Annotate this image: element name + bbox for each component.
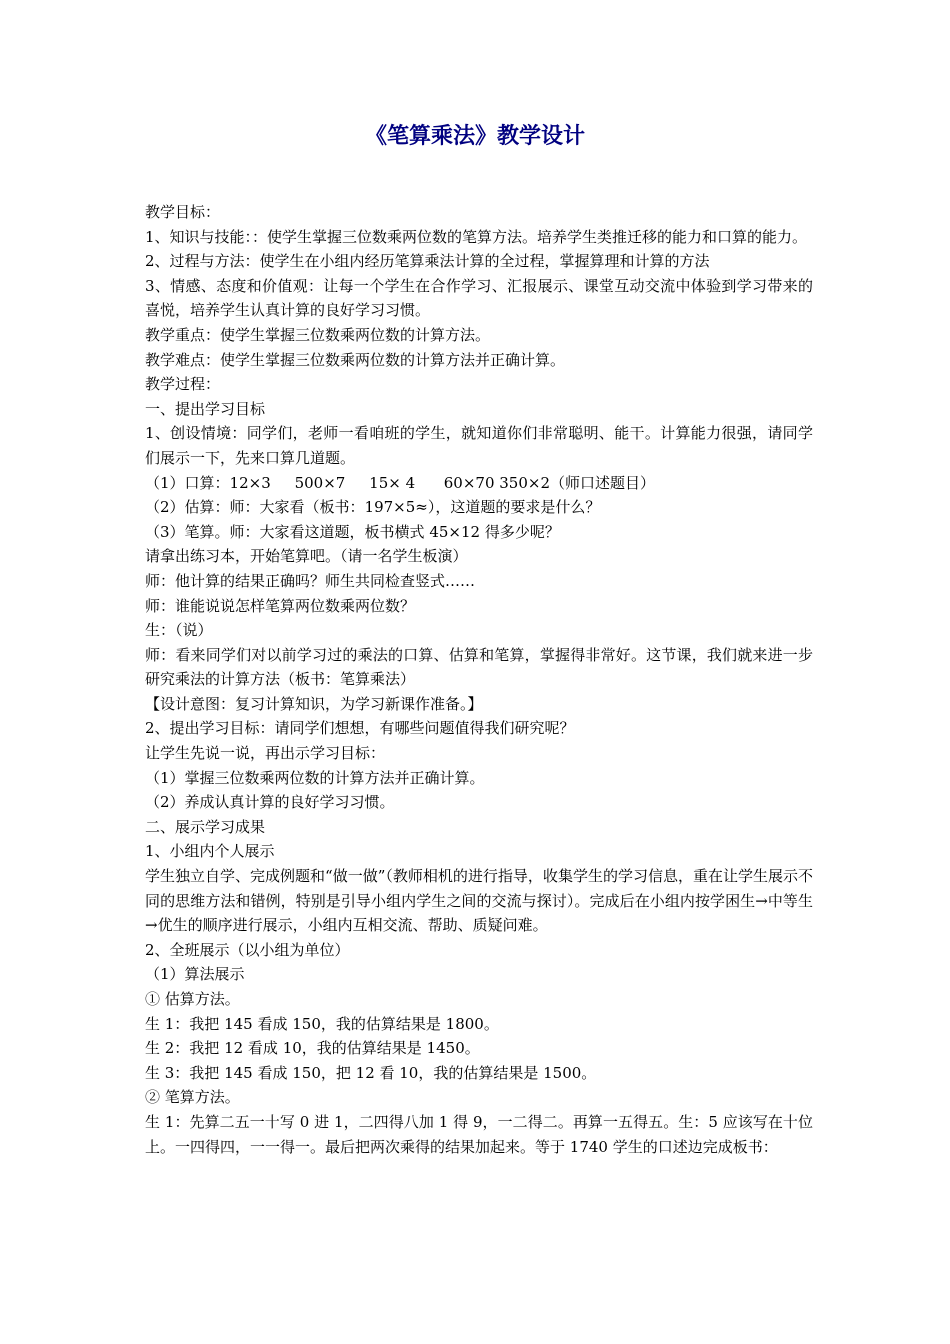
paragraph: 师：他计算的结果正确吗？师生共同检查竖式…… [145, 571, 476, 590]
paragraph: 教学难点：使学生掌握三位数乘两位数的计算方法并正确计算。 [145, 350, 566, 369]
paragraph: 教学目标： [145, 203, 221, 221]
paragraph: 3、情感、态度和价值观：让每一个学生在合作学习、汇报展示、课堂互动交流中体验到学习带来的喜悦，培养学生认真计算的良好学习习惯。 [145, 276, 813, 320]
paragraph: 生 2：我把 12 看成 10，我的估算结果是 1450。 [145, 1039, 480, 1058]
paragraph: 一、提出学习目标 [145, 399, 266, 418]
document-body [145, 200, 813, 1159]
paragraph: 2、过程与方法：使学生在小组内经历笔算乘法计算的全过程，掌握算理和计算的方法 [145, 252, 710, 271]
paragraph: （2）估算：师：大家看（板书：197×5≈），这道题的要求是什么？ [145, 498, 601, 517]
document-title: 《笔算乘法》教学设计 [364, 124, 585, 149]
paragraph: 生：（说） [145, 621, 213, 640]
paragraph: 1、知识与技能：：使学生掌握三位数乘两位数的笔算方法。培养学生类推迁移的能力和口算的能力。 [145, 227, 808, 246]
paragraph: 2、全班展示（以小组为单位） [145, 940, 350, 959]
paragraph: 二、展示学习成果 [145, 817, 266, 836]
paragraph: 师：谁能说说怎样笔算两位数乘两位数？ [145, 596, 416, 615]
paragraph: 生 3：我把 145 看成 150，把 12 看 10，我的估算结果是 1500。 [145, 1063, 597, 1082]
paragraph: 请拿出练习本，开始笔算吧。（请一名学生板演） [145, 547, 468, 566]
paragraph: 学生独立自学、完成例题和“做一做”（教师相机的进行指导，收集学生的学习信息，重在让学生展示不同的思维方法和错例，特别是引导小组内学生之间的交流与探讨）。完成后在小组内按学困生→中等生→优生的顺序进行展示，小组内互相交流、帮助、质疑问难。 [145, 867, 813, 935]
paragraph: 生 1：先算二五一十写 0 进 1，二四得八加 1 得 9，一二得二。再算一五得五。生：5 应该写在十位上。一四得四，一一得一。最后把两次乘得的结果加起来。等于 1740 学生的口述边完成板书： [145, 1112, 813, 1156]
paragraph: 教学重点：使学生掌握三位数乘两位数的计算方法。 [145, 325, 491, 344]
paragraph: 【设计意图：复习计算知识，为学习新课作准备。】 [145, 694, 483, 713]
paragraph: 让学生先说一说，再出示学习目标： [145, 744, 386, 763]
paragraph: 1、创设情境：同学们，老师一看咱班的学生，就知道你们非常聪明、能干。计算能力很强，请同学们展示一下，先来口算几道题。 [145, 424, 813, 467]
paragraph: （1）掌握三位数乘两位数的计算方法并正确计算。 [145, 768, 485, 787]
paragraph: （2）养成认真计算的良好学习习惯。 [145, 793, 395, 812]
paragraph: ② 笔算方法。 [145, 1088, 240, 1107]
paragraph: （1）口算：12×3 500×7 15× 4 60×70 350×2（师口述题目） [145, 473, 655, 492]
paragraph: 教学过程： [145, 375, 221, 394]
paragraph: 生 1：我把 145 看成 150，我的估算结果是 1800。 [145, 1014, 499, 1033]
paragraph: 1、小组内个人展示 [145, 842, 275, 861]
paragraph: ① 估算方法。 [145, 990, 240, 1008]
paragraph: （1）算法展示 [145, 965, 245, 984]
paragraph: 师：看来同学们对以前学习过的乘法的口算、估算和笔算，掌握得非常好。这节课，我们就来进一步研究乘法的计算方法（板书：笔算乘法） [145, 645, 813, 689]
paragraph: （3）笔算。师：大家看这道题，板书横式 45×12 得多少呢？ [145, 522, 560, 541]
paragraph: 2、提出学习目标：请同学们想想，有哪些问题值得我们研究呢？ [145, 719, 575, 738]
